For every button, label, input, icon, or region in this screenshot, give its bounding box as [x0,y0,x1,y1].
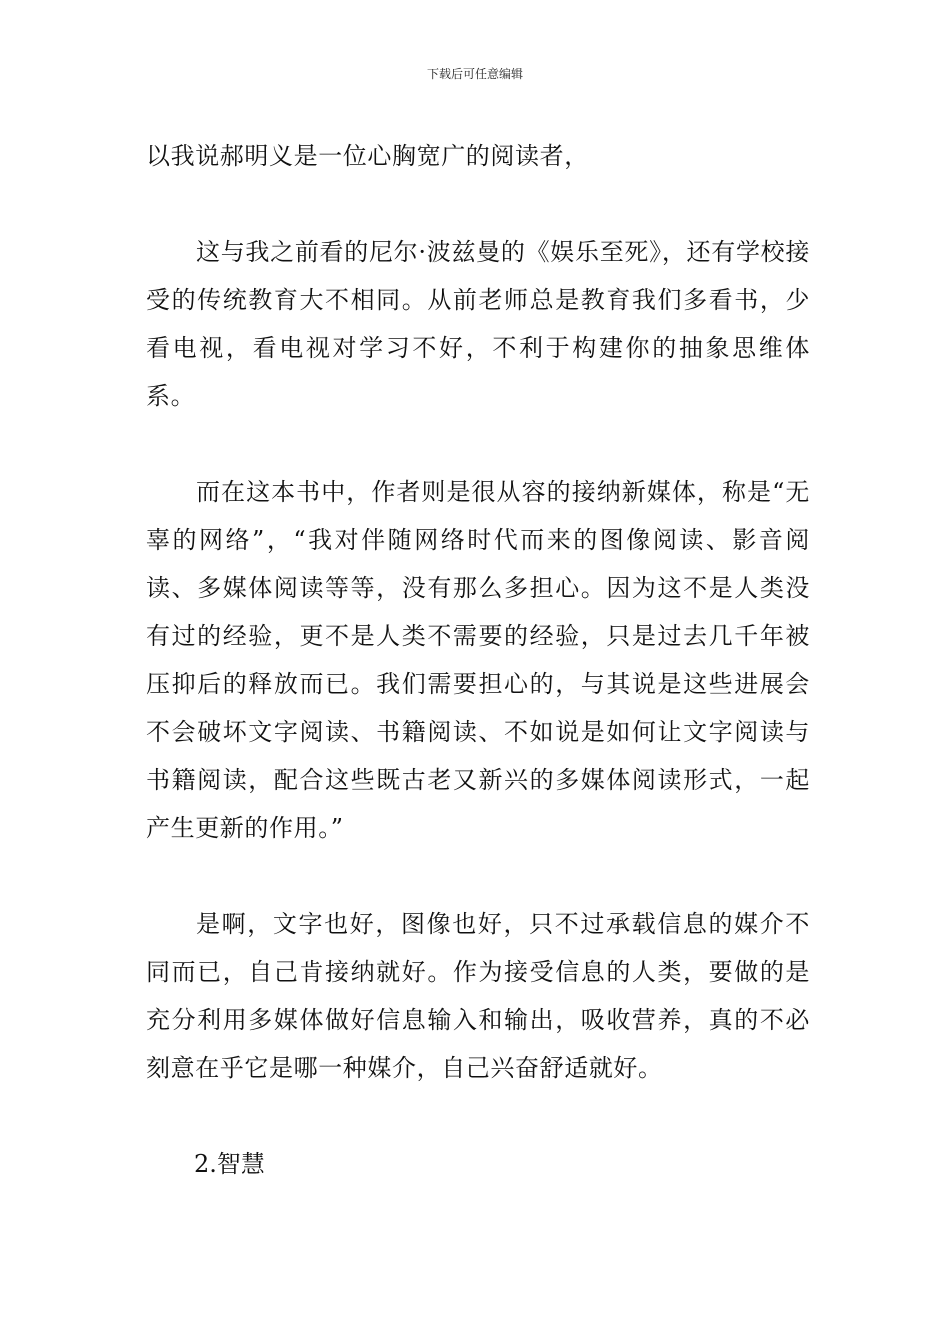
paragraph-gap [146,852,810,900]
paragraph-2: 这与我之前看的尼尔·波兹曼的《娱乐至死》，还有学校接受的传统教育大不相同。从前老师总是教育我们多看书，少看电视，看电视对学习不好，不利于构建你的抽象思维体系。 [146,238,810,410]
page-header: 下载后可任意编辑 [426,67,523,81]
paragraph-gap [146,1092,810,1140]
document-body [146,132,810,1188]
paragraph-gap [146,180,810,228]
section-heading: 2.智慧 [194,1150,265,1178]
paragraph-3: 而在这本书中，作者则是很从容的接纳新媒体，称是“无辜的网络”，“我对伴随网络时代而来的图像阅读、影音阅读、多媒体阅读等等，没有那么多担心。因为这不是人类没有过的经验，更不是人类不需要的经验，只是过去几千年被压抑后的释放而已。我们需要担心的，与其说是这些进展会不会破坏文字阅读、书籍阅读、不如说是如何让文字阅读与书籍阅读，配合这些既古老又新兴的多媒体阅读形式，一起产生更新的作用。” [146,478,810,842]
paragraph-1: 以我说郝明义是一位心胸宽广的阅读者， [146,142,589,170]
paragraph-gap [146,420,810,468]
paragraph-4: 是啊，文字也好，图像也好，只不过承载信息的媒介不同而已，自己肯接纳就好。作为接受信息的人类，要做的是充分利用多媒体做好信息输入和输出，吸收营养，真的不必刻意在乎它是哪一种媒介，自己兴奋舒适就好。 [146,910,810,1082]
